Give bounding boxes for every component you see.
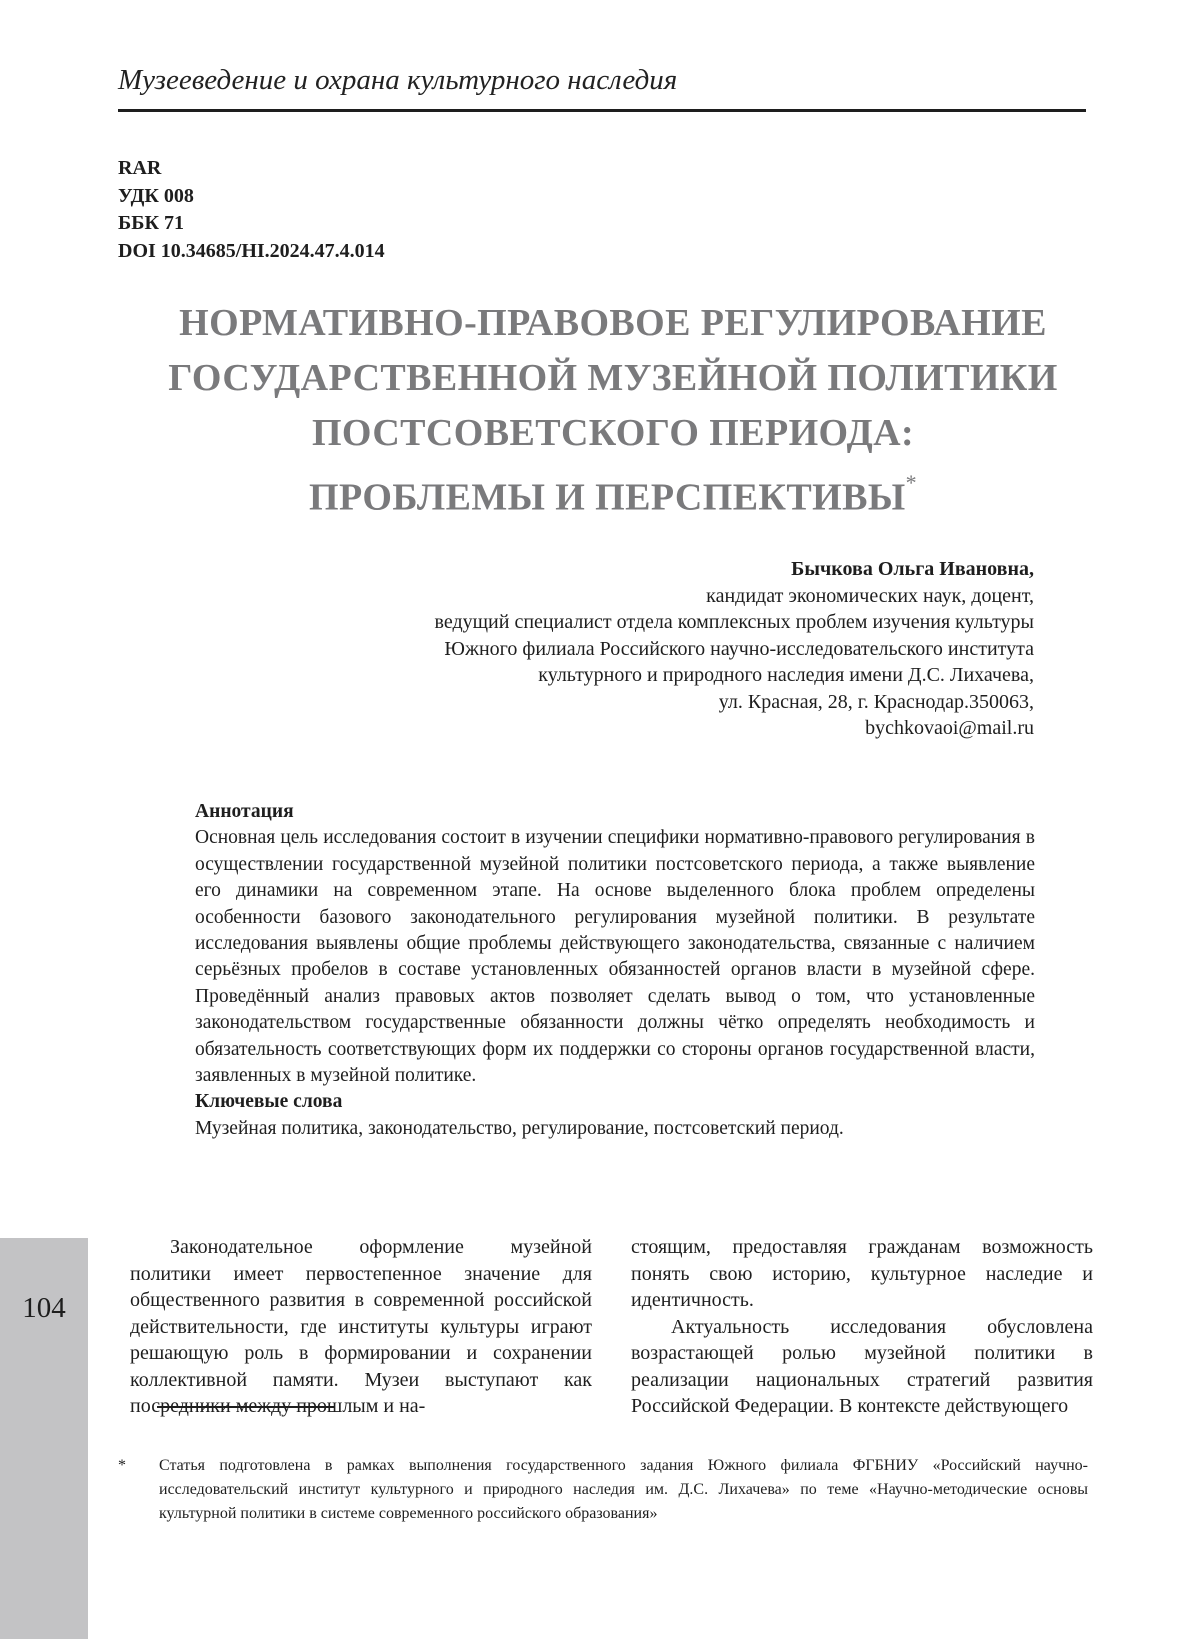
footnote-rule: [157, 1406, 335, 1408]
footnote-text: Статья подготовлена в рамках выполнения государственного задания Южного филиала ФГБНИУ «Российский научно-исследовательский институт культурного и природного наследия им. Д.С. Лихачева» по теме «Научно-методические основы культурной политики в системе современного российского образования»: [159, 1454, 1088, 1526]
annotation-text: Основная цель исследования состоит в изучении специфики нормативно-правового регулирования в осуществлении государственной музейной политики постсоветского периода, а также выявление его динамики на современном этапе. На основе выделенного блока проблем определены особенности базового законодательного регулирования музейной политики. В результате исследования выявлены общие проблемы действующего законодательства, связанные с наличием серьёзных пробелов в составе установленных обязанностей органов власти в музейной сфере. Проведённый анализ правовых актов позволяет сделать вывод о том, что установленные законодательством государственные обязанности должны чётко определять необходимость и обязательность соответствующих форм их поддержки со стороны органов государственной власти, заявленных в музейной политике.: [195, 825, 1035, 1089]
header-rule: [118, 109, 1086, 112]
author-email[interactable]: bychkovaoi@mail.ru: [435, 715, 1034, 742]
annotation-heading: Аннотация: [195, 799, 1035, 825]
right-column-paragraph-1: стоящим, предоставляя гражданам возможность понять свою историю, культурное наследие и идентичность.: [631, 1234, 1093, 1314]
author-institute-1: Южного филиала Российского научно-исследовательского института: [435, 636, 1034, 663]
annotation-block: [195, 799, 1035, 1142]
right-column-paragraph-2: Актуальность исследования обусловлена возрастающей ролью музейной политики в реализации национальных стратегий развития Российской Федерации. В контексте действующего: [631, 1314, 1093, 1420]
udk-code: УДК 008: [118, 183, 385, 211]
keywords-text: Музейная политика, законодательство, регулирование, постсоветский период.: [195, 1116, 1035, 1142]
author-address: ул. Красная, 28, г. Краснодар.350063,: [435, 689, 1034, 716]
body-left-column: [130, 1234, 592, 1420]
running-head: Музееведение и охрана культурного наследия: [118, 64, 677, 97]
doi-code: DOI 10.34685/HI.2024.47.4.014: [118, 238, 385, 266]
bbk-code: ББК 71: [118, 210, 385, 238]
author-position: ведущий специалист отдела комплексных проблем изучения культуры: [435, 609, 1034, 636]
left-column-paragraph: Законодательное оформление музейной политики имеет первостепенное значение для общественного развития в современной российской действительности, где институты культуры играют решающую роль в формировании и сохранении коллективной памяти. Музеи выступают как прошлым и на-: [130, 1234, 592, 1420]
title-line-4-text: ПРОБЛЕМЫ И ПЕРСПЕКТИВЫ: [309, 477, 906, 519]
rar-code: RAR: [118, 155, 385, 183]
author-block: [435, 556, 1034, 742]
keywords-heading: Ключевые слова: [195, 1089, 1035, 1115]
title-line-1: НОРМАТИВНО-ПРАВОВОЕ РЕГУЛИРОВАНИЕ: [118, 296, 1108, 351]
article-title: [118, 296, 1108, 526]
footnote-mark: *: [118, 1454, 126, 1478]
footnote: [118, 1454, 1088, 1526]
title-footnote-mark: *: [906, 470, 917, 495]
author-institute-2: культурного и природного наследия имени Д.С. Лихачева,: [435, 662, 1034, 689]
title-line-4: [118, 461, 1108, 526]
body-right-column: [631, 1234, 1093, 1420]
page-number: 104: [0, 1292, 88, 1325]
title-line-3: ПОСТСОВЕТСКОГО ПЕРИОДА:: [118, 406, 1108, 461]
author-degree: кандидат экономических наук, доцент,: [435, 583, 1034, 610]
article-meta: [118, 155, 385, 265]
title-line-2: ГОСУДАРСТВЕННОЙ МУЗЕЙНОЙ ПОЛИТИКИ: [118, 351, 1108, 406]
author-name: Бычкова Ольга Ивановна,: [435, 556, 1034, 583]
